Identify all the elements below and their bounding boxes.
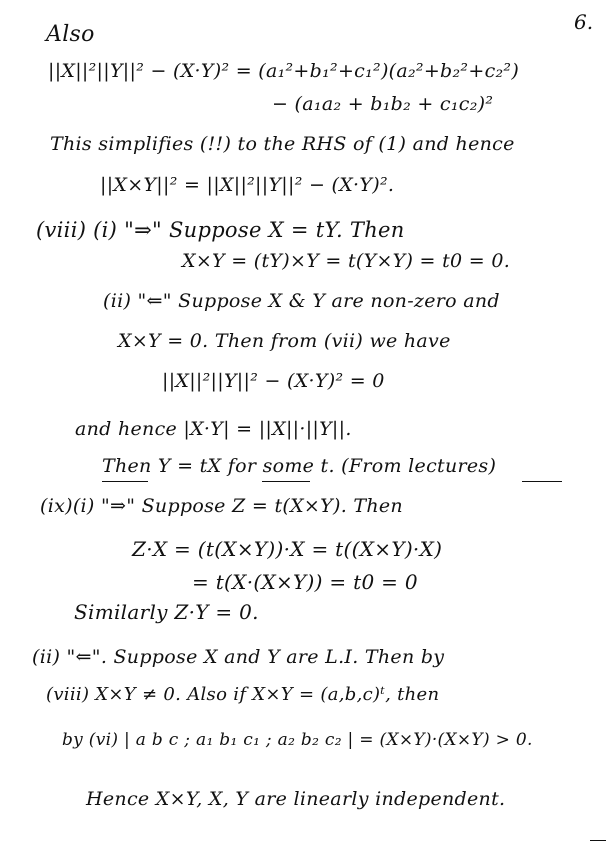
bottom-right-margin-mark: [590, 840, 606, 841]
text-line-conclusion: Hence X×Y, X, Y are linearly independent.: [86, 788, 506, 810]
text-line-also: Also: [46, 22, 95, 47]
text-line-viii-ii: (ii) "⇐" Suppose X & Y are non-zero and: [103, 290, 500, 312]
equation-dot-product-term: − (a₁a₂ + b₁b₂ + c₁c₂)²: [272, 93, 494, 115]
equation-determinant: by (vi) | a b c ; a₁ b₁ c₁ ; a₂ b₂ c₂ | = (X×Y)·(X×Y) > 0.: [62, 730, 533, 750]
text-line-ix-i: (ix)(i) "⇒" Suppose Z = t(X×Y). Then: [40, 495, 403, 517]
equation-norm-expansion: ||X||²||Y||² − (X·Y)² = (a₁²+b₁²+c₁²)(a₂²+b₂²+c₂²): [48, 60, 520, 82]
equation-z-dot-x: Z·X = (t(X×Y))·X = t((X×Y)·X): [132, 537, 443, 561]
text-line-viii-i: (viii) (i) "⇒" Suppose X = tY. Then: [36, 218, 405, 242]
underline-for-some-t: [262, 481, 310, 482]
equation-norm-zero: ||X||²||Y||² − (X·Y)² = 0: [162, 370, 385, 392]
equation-cross-zero: X×Y = (tY)×Y = t(Y×Y) = t0 = 0.: [182, 250, 511, 272]
page-number: 6.: [574, 10, 594, 34]
text-line-simplifies: This simplifies (!!) to the RHS of (1) and hence: [50, 133, 515, 155]
text-line-ix-ii: (ii) "⇐". Suppose X and Y are L.I. Then by: [32, 646, 445, 668]
text-line-from-vii: X×Y = 0. Then from (vii) we have: [118, 330, 451, 352]
equation-cross-norm: ||X×Y||² = ||X||²||Y||² − (X·Y)².: [100, 174, 395, 196]
underline-then: [102, 481, 148, 482]
text-line-viii-nonzero: (viii) X×Y ≠ 0. Also if X×Y = (a,b,c)ᵗ, then: [46, 684, 440, 705]
text-line-similarly: Similarly Z·Y = 0.: [74, 600, 259, 624]
margin-dash-mark: [522, 481, 562, 482]
text-line-and-hence: and hence |X·Y| = ||X||·||Y||.: [75, 418, 352, 440]
equation-z-dot-x-zero: = t(X·(X×Y)) = t0 = 0: [192, 570, 418, 594]
text-line-then-from-lectures: Then Y = tX for some t. (From lectures): [102, 455, 497, 477]
